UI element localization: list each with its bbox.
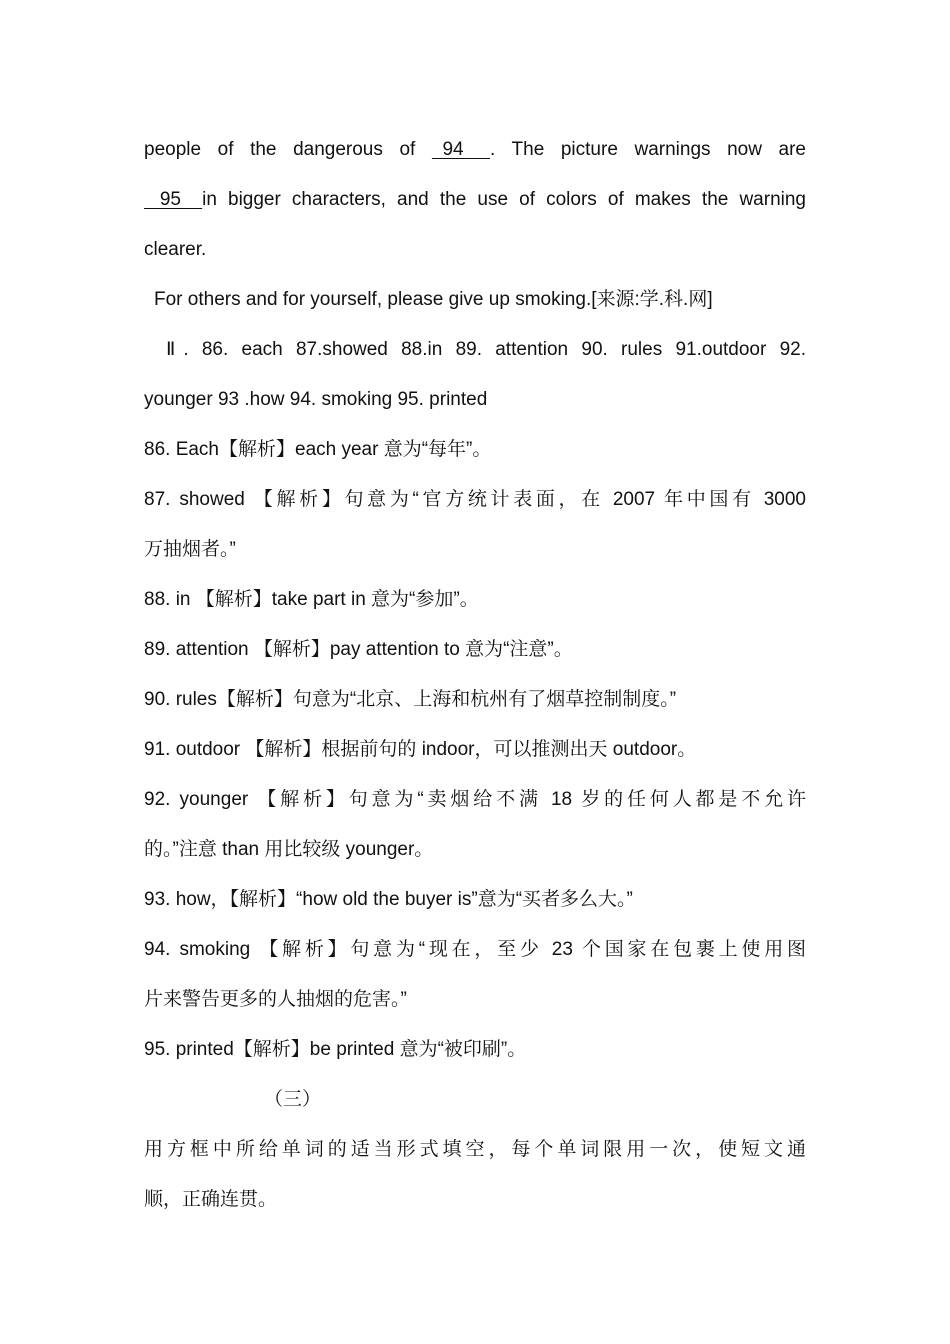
passage-text: . The picture warnings now are: [490, 139, 806, 160]
section-heading: （三）: [264, 1089, 322, 1110]
instruction-line-1: 用方框中所给单词的适当形式填空，每个单词限用一次，使短文通: [144, 1139, 806, 1160]
instruction-line-2: 顺，正确连贯。: [144, 1189, 278, 1210]
explanation-87: 87. showed 【解析】句意为“官方统计表面，在 2007 年中国有 3000: [144, 489, 806, 510]
explanation-88: 88. in 【解析】take part in 意为“参加”。: [144, 589, 479, 610]
explanation-90: 90. rules【解析】句意为“北京、上海和杭州有了烟草控制制度。”: [144, 689, 677, 710]
explanation-86: 86. Each【解析】each year 意为“每年”。: [144, 439, 492, 460]
answers-line-1: Ⅱ. 86. each 87.showed 88.in 89. attention 90. rules 91.outdoor 92.: [166, 339, 806, 360]
document-page: [144, 125, 806, 1225]
passage-text: in bigger characters, and the use of colors of makes the warning: [202, 189, 806, 210]
blank-94: 94: [431, 139, 490, 160]
explanation-94-cont: 片来警告更多的人抽烟的危害。”: [144, 989, 407, 1010]
explanation-92-cont: 的。”注意 than 用比较级 younger。: [144, 839, 434, 860]
explanation-95: 95. printed【解析】be printed 意为“被印刷”。: [144, 1039, 527, 1060]
answers-line-2: younger 93 .how 94. smoking 95. printed: [144, 389, 488, 410]
explanation-93: 93. how，【解析】“how old the buyer is”意为“买者多么大。”: [144, 889, 633, 910]
blank-95: 95: [144, 189, 203, 210]
passage-line-2: [144, 175, 806, 225]
passage-line-4: For others and for yourself, please give up smoking.[来源:学.科.网]: [154, 289, 713, 310]
explanation-87-cont: 万抽烟者。”: [144, 539, 236, 560]
explanation-89: 89. attention 【解析】pay attention to 意为“注意”。: [144, 639, 573, 660]
explanation-94: 94. smoking 【解析】句意为“现在，至少 23 个国家在包裹上使用图: [144, 939, 806, 960]
passage-line-3: clearer.: [144, 239, 207, 260]
explanation-91: 91. outdoor 【解析】根据前句的 indoor，可以推测出天 outdoor。: [144, 739, 697, 760]
passage-text: people of the dangerous of: [144, 139, 432, 160]
explanation-92: 92. younger 【解析】句意为“卖烟给不满 18 岁的任何人都是不允许: [144, 789, 806, 810]
passage-line-1: [144, 125, 806, 175]
